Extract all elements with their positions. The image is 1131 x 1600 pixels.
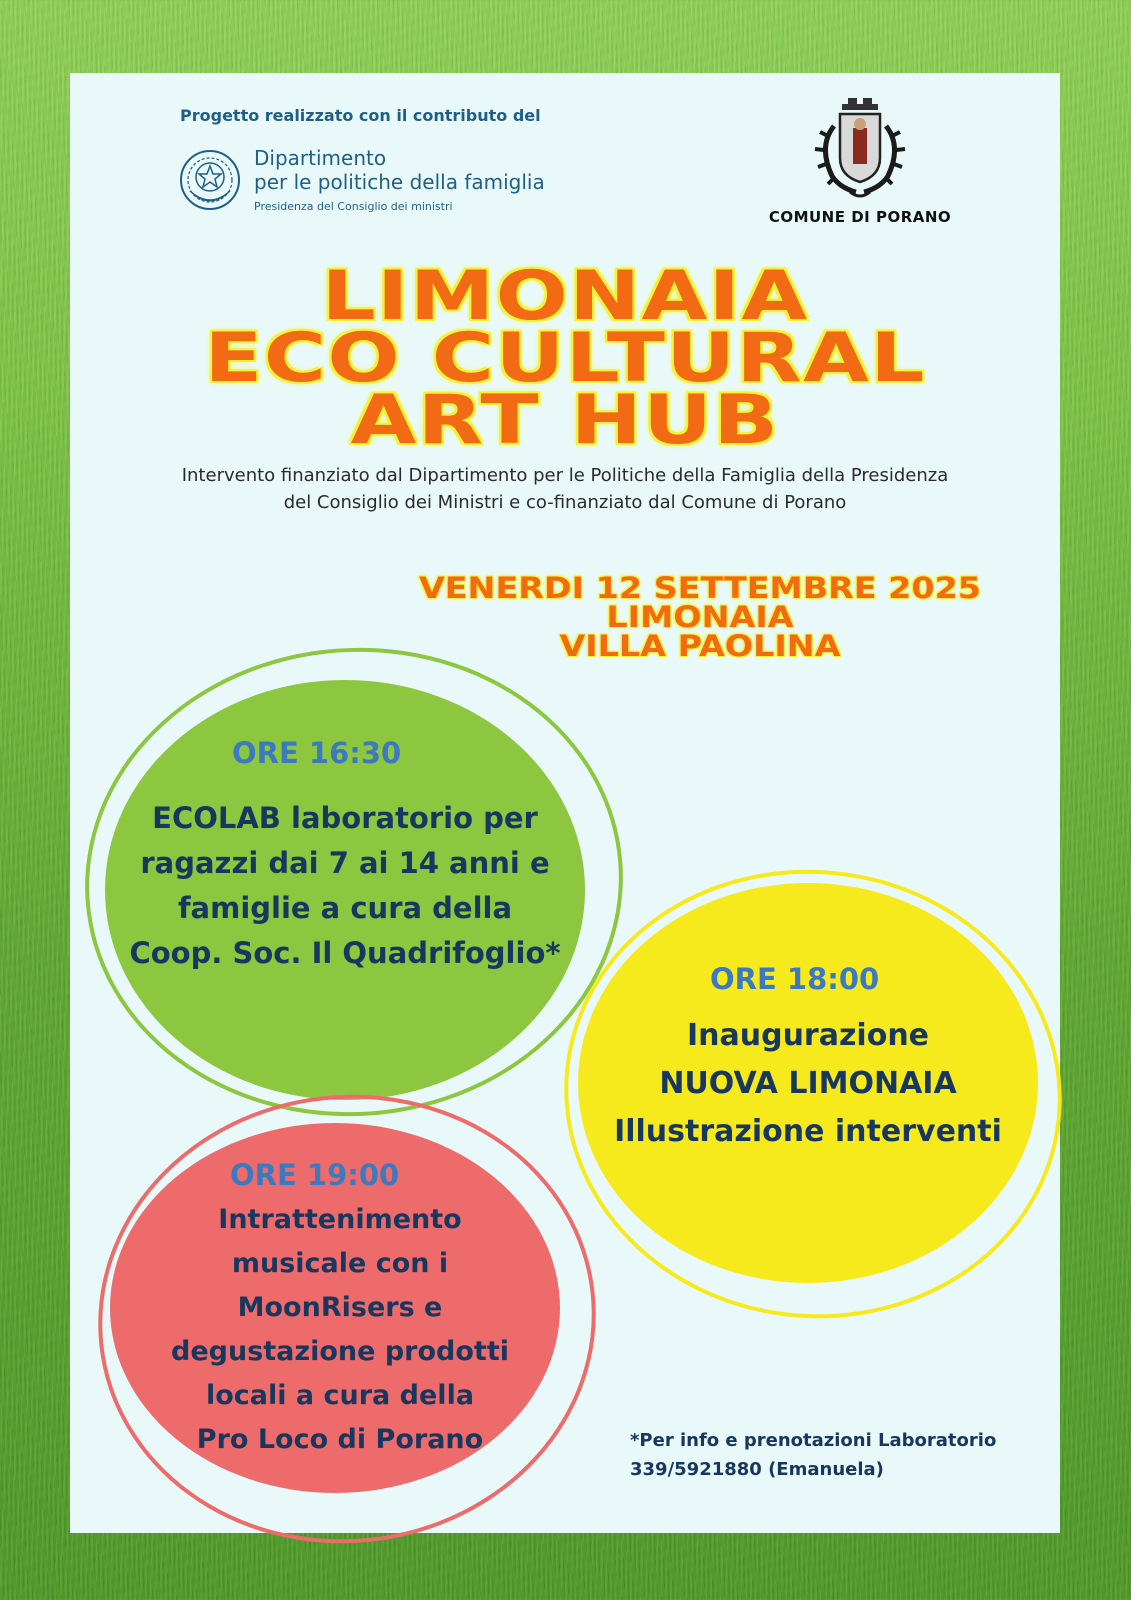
event-place-line2: VILLA PAOLINA (559, 629, 841, 663)
schedule-time-1: ORE 16:30 (232, 736, 402, 770)
schedule-3-line: MoonRisers e (237, 1292, 443, 1323)
schedule-3-line: locali a cura della (205, 1380, 475, 1411)
department-name-line1: Dipartimento (254, 146, 387, 170)
schedule-2-line: Inaugurazione (686, 1018, 930, 1053)
schedule-1-line: ragazzi dai 7 ai 14 anni e (140, 846, 550, 880)
booking-info-line1: *Per info e prenotazioni Laboratorio (630, 1430, 997, 1451)
booking-phone: 339/5921880 (Emanuela) (630, 1459, 884, 1480)
event-date: VENERDI 12 SETTEMBRE 2025 (418, 571, 982, 605)
funding-statement (120, 462, 1010, 516)
sponsor-caption: Progetto realizzato con il contributo del (180, 106, 541, 125)
schedule-description-1 (105, 796, 585, 976)
schedule-description-2 (578, 1012, 1038, 1156)
schedule-2-line: Illustrazione interventi (614, 1114, 1002, 1149)
main-title-line1: LIMONAIA (321, 257, 809, 336)
main-title-line2: ECO CULTURAL (204, 319, 926, 398)
booking-info-note (630, 1426, 1050, 1484)
main-title (80, 257, 1050, 460)
schedule-3-line: musicale con i (231, 1248, 449, 1279)
department-name-line2: per le politiche della famiglia (254, 170, 545, 194)
schedule-3-line: Intrattenimento (218, 1204, 462, 1235)
event-place-line1: LIMONAIA (606, 600, 794, 634)
main-title-line3: ART HUB (350, 381, 780, 460)
event-date-place (360, 571, 1040, 663)
schedule-time-2: ORE 18:00 (710, 962, 880, 996)
department-name (254, 146, 574, 194)
schedule-description-3 (120, 1198, 560, 1462)
funding-line1: Intervento finanziato dal Dipartimento per le Politiche della Famiglia della Presidenza (181, 465, 949, 486)
schedule-3-line: degustazione prodotti (171, 1336, 509, 1367)
schedule-1-line: ECOLAB laboratorio per (152, 801, 538, 835)
schedule-1-line: Coop. Soc. Il Quadrifoglio* (129, 936, 561, 970)
funding-line2: del Consiglio dei Ministri e co-finanziato dal Comune di Porano (283, 492, 847, 513)
municipal-crest-icon (810, 96, 910, 200)
italian-republic-emblem-icon (178, 147, 242, 213)
municipality-name: COMUNE DI PORANO (768, 208, 952, 226)
schedule-time-3: ORE 19:00 (230, 1158, 400, 1192)
department-subtitle: Presidenza del Consiglio dei ministri (254, 200, 453, 213)
schedule-1-line: famiglie a cura della (177, 891, 513, 925)
schedule-3-line: Pro Loco di Porano (196, 1424, 484, 1455)
schedule-2-line: NUOVA LIMONAIA (659, 1066, 957, 1101)
